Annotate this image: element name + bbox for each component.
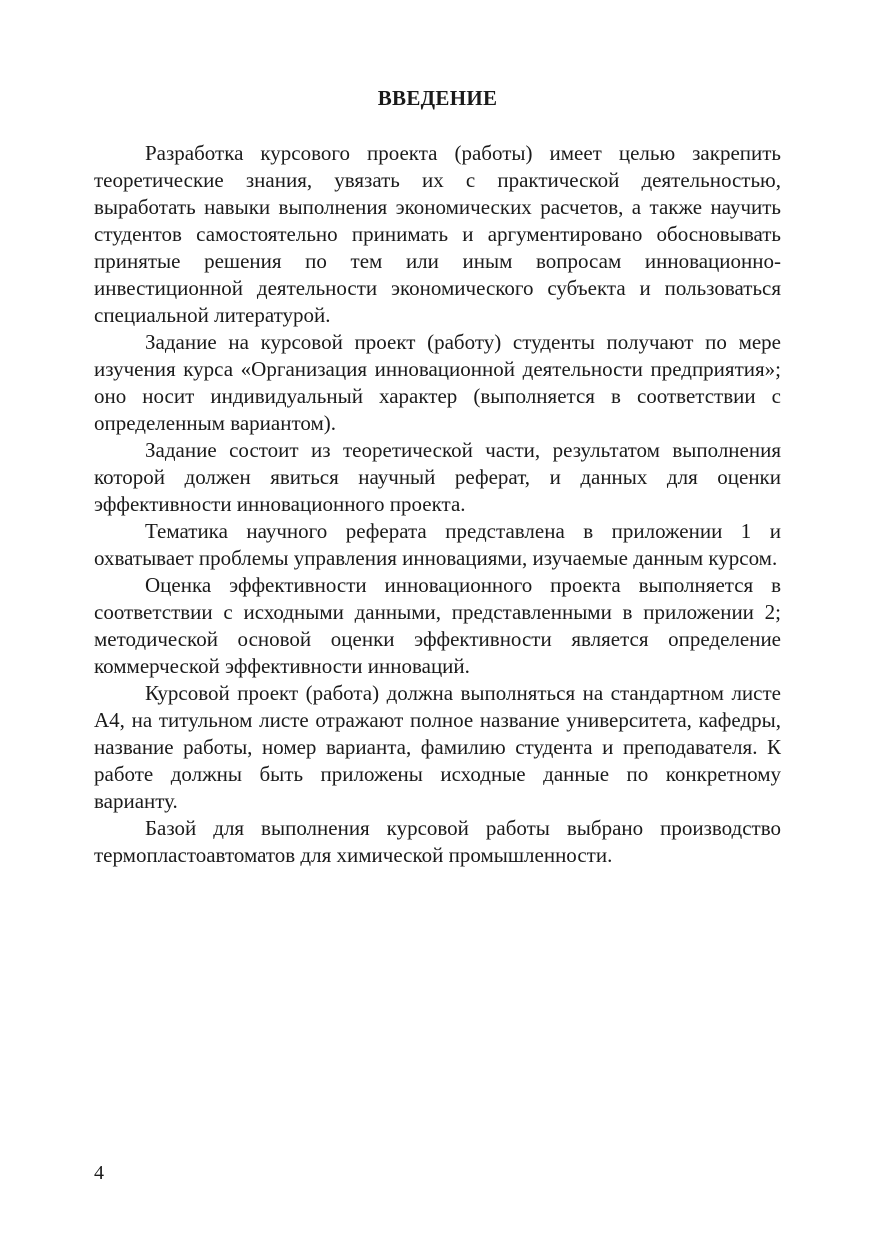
paragraph-4: Тематика научного реферата представлена в приложении 1 и охватывает проблемы управления инновациями, изучаемые данным курсом.	[94, 519, 781, 570]
page-title: ВВЕДЕНИЕ	[377, 86, 498, 110]
paragraph-6: Курсовой проект (работа) должна выполняться на стандартном листе А4, на титульном листе отражают полное название университета, кафедры, название работы, номер варианта, фамилию студента и преподавателя. К работе должны быть приложены исходные данные по конкретному варианту.	[94, 681, 781, 813]
body-text	[94, 140, 781, 869]
paragraph-2: Задание на курсовой проект (работу) студенты получают по мере изучения курса «Организация инновационной деятельности предприятия»; оно носит индивидуальный характер (выполняется в соответствии с определенным вариантом).	[94, 330, 781, 435]
page-number: 4	[94, 1162, 104, 1184]
paragraph-5: Оценка эффективности инновационного проекта выполняется в соответствии с исходными данными, представленными в приложении 2; методической основой оценки эффективности является определение коммерческой эффективности инноваций.	[94, 573, 781, 678]
paragraph-3: Задание состоит из теоретической части, результатом выполнения которой должен явиться научный реферат, и данных для оценки эффективности инновационного проекта.	[94, 438, 781, 516]
paragraph-7: Базой для выполнения курсовой работы выбрано производство термопластоавтоматов для химической промышленности.	[94, 816, 781, 867]
paragraph-1: Разработка курсового проекта (работы) имеет целью закрепить теоретические знания, увязать их с практической деятельностью, выработать навыки выполнения экономических расчетов, а также научить студентов самостоятельно принимать и аргументировано обосновывать принятые решения по тем или иным вопросам инновационно-инвестиционной деятельности экономического субъекта и пользоваться специальной литературой.	[94, 141, 781, 327]
